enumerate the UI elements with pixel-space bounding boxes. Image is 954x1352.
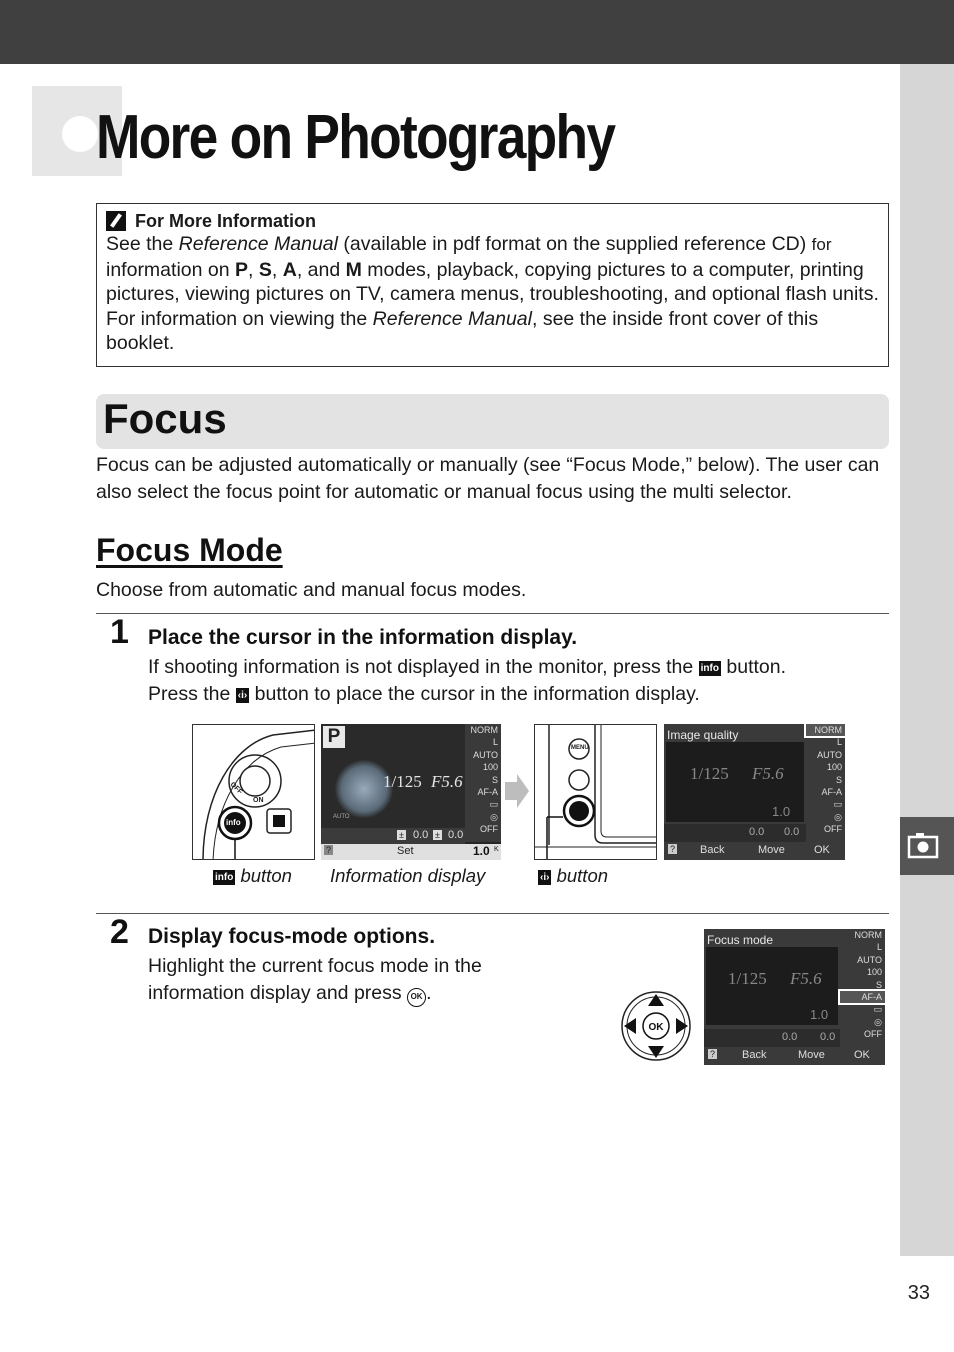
shooting-mode-indicator: P bbox=[323, 726, 345, 748]
lcd-right-column bbox=[806, 724, 845, 842]
help-icon: ? bbox=[710, 1049, 716, 1059]
step-number: 1 bbox=[110, 613, 129, 651]
lcd-setting-1: L bbox=[876, 942, 882, 953]
lcd-setting-5: AF-A bbox=[477, 786, 498, 797]
lcd-setting-3: 100 bbox=[482, 762, 498, 773]
section-intro: Focus can be adjusted automatically or manually (see “Focus Mode,” below). The user can also select the focus point for automatic or manual focus using the multi selector. bbox=[96, 454, 880, 503]
caption-information-display: Information display bbox=[330, 865, 486, 886]
camera-icon bbox=[907, 832, 947, 860]
lcd-setting-1: L bbox=[836, 737, 842, 748]
lcd-setting-7: ◎ bbox=[874, 1016, 882, 1027]
step-divider bbox=[96, 613, 889, 614]
pencil-icon bbox=[106, 211, 126, 231]
camera-buttons-illustration bbox=[534, 724, 657, 860]
flash-comp-value: 0.0 bbox=[784, 826, 800, 838]
aperture-value: F5.6 bbox=[431, 772, 463, 791]
lcd-setting-0: NORM bbox=[806, 724, 845, 736]
arrow-right-icon bbox=[505, 774, 529, 808]
aperture-value: F5.6 bbox=[790, 969, 822, 988]
lcd-setting-5: AF-A bbox=[840, 991, 885, 1003]
note-heading-row bbox=[106, 210, 879, 232]
exposure-comp-value: 0.0 bbox=[782, 1031, 798, 1043]
chapter-title: More on Photography bbox=[96, 103, 615, 172]
lcd-setting-2: AUTO bbox=[857, 954, 882, 965]
lcd-right-column bbox=[465, 724, 501, 842]
lcd-setting-4: S bbox=[491, 774, 498, 785]
caption-edit-button bbox=[538, 865, 608, 887]
camera-back-illustration bbox=[192, 724, 315, 860]
shutter-speed: 1/125 bbox=[728, 969, 767, 988]
lcd-image-quality bbox=[664, 724, 845, 860]
step-title: Place the cursor in the information display. bbox=[148, 626, 578, 649]
lcd-help-row bbox=[704, 1047, 885, 1065]
caption-text: button bbox=[240, 865, 292, 886]
set-label: Set bbox=[397, 845, 414, 857]
edit-button-icon: ‹i› bbox=[540, 872, 550, 883]
aperture-value: F5.6 bbox=[752, 764, 784, 783]
step-number: 2 bbox=[110, 913, 129, 951]
lcd-bottom-row bbox=[704, 1029, 840, 1047]
ok-label: OK bbox=[854, 1049, 870, 1061]
off-label: OFF bbox=[228, 781, 244, 796]
page-number: 33 bbox=[907, 1282, 930, 1304]
lcd-setting-2: AUTO bbox=[817, 749, 842, 760]
lcd-setting-7: ◎ bbox=[834, 811, 842, 822]
on-label: ON bbox=[253, 797, 264, 804]
lcd-setting-1: L bbox=[492, 737, 498, 748]
note-body: See the Reference Manual (available in pdf format on the supplied reference CD) for information on P, S, A, and M modes, playback, copying pictures to a computer, printing pictures, viewing pictures on TV, camera menus, troubleshooting, and optional flash units. For information on viewing the Reference Manual, see the inside front cover of this booklet. bbox=[106, 233, 879, 354]
subsection-intro: Choose from automatic and manual focus modes. bbox=[96, 579, 527, 601]
lcd-setting-6: ▭ bbox=[489, 799, 498, 810]
move-label: Move bbox=[758, 844, 785, 856]
lcd-setting-8: OFF bbox=[480, 824, 498, 835]
lcd-setting-8: OFF bbox=[824, 824, 842, 835]
move-label: Move bbox=[798, 1049, 825, 1061]
step-title: Display focus-mode options. bbox=[148, 925, 436, 948]
side-thumb-strip bbox=[900, 64, 954, 1256]
step-text bbox=[148, 953, 482, 1007]
back-label: Back bbox=[742, 1049, 767, 1061]
ok-button-label: OK bbox=[648, 1022, 664, 1033]
step-text-part: . bbox=[426, 982, 432, 1004]
step-text-part: button. bbox=[726, 656, 787, 678]
lcd-value: 1.0 bbox=[772, 804, 791, 819]
section-banner bbox=[96, 394, 889, 449]
lcd-menu-title: Image quality bbox=[667, 728, 739, 742]
lcd-help-row bbox=[321, 844, 501, 860]
lcd-bottom-row bbox=[664, 824, 806, 842]
lcd-right-column bbox=[840, 929, 885, 1047]
ok-button-icon: OK bbox=[407, 988, 426, 1007]
step-text-part: information display and press bbox=[148, 982, 402, 1004]
caption-info-button bbox=[213, 865, 292, 887]
menu-button[interactable]: MENU bbox=[571, 745, 589, 751]
lcd-setting-6: ▭ bbox=[873, 1004, 882, 1015]
lcd-menu-title: Focus mode bbox=[707, 933, 774, 947]
note-box bbox=[96, 203, 889, 367]
lcd-setting-8: OFF bbox=[864, 1029, 882, 1040]
section-title: Focus bbox=[103, 395, 227, 442]
exposure-comp-icon: ± bbox=[399, 830, 404, 840]
step-text-part: button to place the cursor in the information display. bbox=[254, 683, 700, 705]
lcd-setting-5: AF-A bbox=[821, 786, 842, 797]
ok-label: OK bbox=[814, 844, 830, 856]
lcd-setting-0: NORM bbox=[854, 930, 882, 940]
help-icon: ? bbox=[670, 844, 676, 854]
lcd-value: 1.0 bbox=[810, 1007, 829, 1022]
lcd-setting-4: S bbox=[835, 774, 842, 785]
lcd-value: 1.0 bbox=[473, 844, 490, 858]
lcd-setting-7: ◎ bbox=[490, 811, 498, 822]
lcd-focus-mode bbox=[704, 929, 885, 1065]
step-text bbox=[148, 654, 786, 708]
k-label: K bbox=[494, 846, 499, 853]
lcd-setting-0: NORM bbox=[470, 725, 498, 735]
lcd-setting-6: ▭ bbox=[833, 799, 842, 810]
edit-button-icon: ‹i› bbox=[237, 690, 248, 701]
flash-comp-value: 0.0 bbox=[448, 829, 464, 841]
step-divider bbox=[96, 913, 889, 914]
auto-label: AUTO bbox=[333, 814, 350, 820]
exposure-comp-value: 0.0 bbox=[413, 829, 429, 841]
note-heading: For More Information bbox=[135, 210, 316, 231]
lcd-setting-3: 100 bbox=[866, 967, 882, 978]
top-header-bar bbox=[0, 0, 954, 64]
shutter-speed: 1/125 bbox=[383, 772, 422, 791]
help-icon: ? bbox=[326, 845, 332, 855]
lcd-help-row bbox=[664, 842, 845, 860]
lcd-setting-3: 100 bbox=[826, 762, 842, 773]
step-text-part: Highlight the current focus mode in the bbox=[148, 955, 482, 977]
exposure-comp-value: 0.0 bbox=[749, 826, 765, 838]
subsection-title: Focus Mode bbox=[96, 532, 283, 568]
lcd-bottom-row bbox=[321, 828, 465, 844]
info-button-icon: info bbox=[700, 663, 719, 674]
back-label: Back bbox=[700, 844, 725, 856]
chapter-side-tab[interactable] bbox=[900, 817, 954, 875]
lcd-setting-4: S bbox=[875, 979, 882, 990]
step-text-part: If shooting information is not displayed in the monitor, press the bbox=[148, 656, 694, 678]
shutter-speed: 1/125 bbox=[690, 764, 729, 783]
flash-comp-value: 0.0 bbox=[820, 1031, 836, 1043]
caption-text: button bbox=[556, 865, 609, 886]
multi-selector[interactable] bbox=[620, 990, 692, 1062]
step-text-part: Press the bbox=[148, 683, 231, 705]
lcd-setting-2: AUTO bbox=[473, 749, 498, 760]
flash-comp-icon: ± bbox=[435, 830, 440, 840]
info-button-icon: info bbox=[215, 872, 234, 883]
lcd-information-display bbox=[321, 724, 501, 860]
info-button[interactable]: info bbox=[226, 818, 241, 827]
